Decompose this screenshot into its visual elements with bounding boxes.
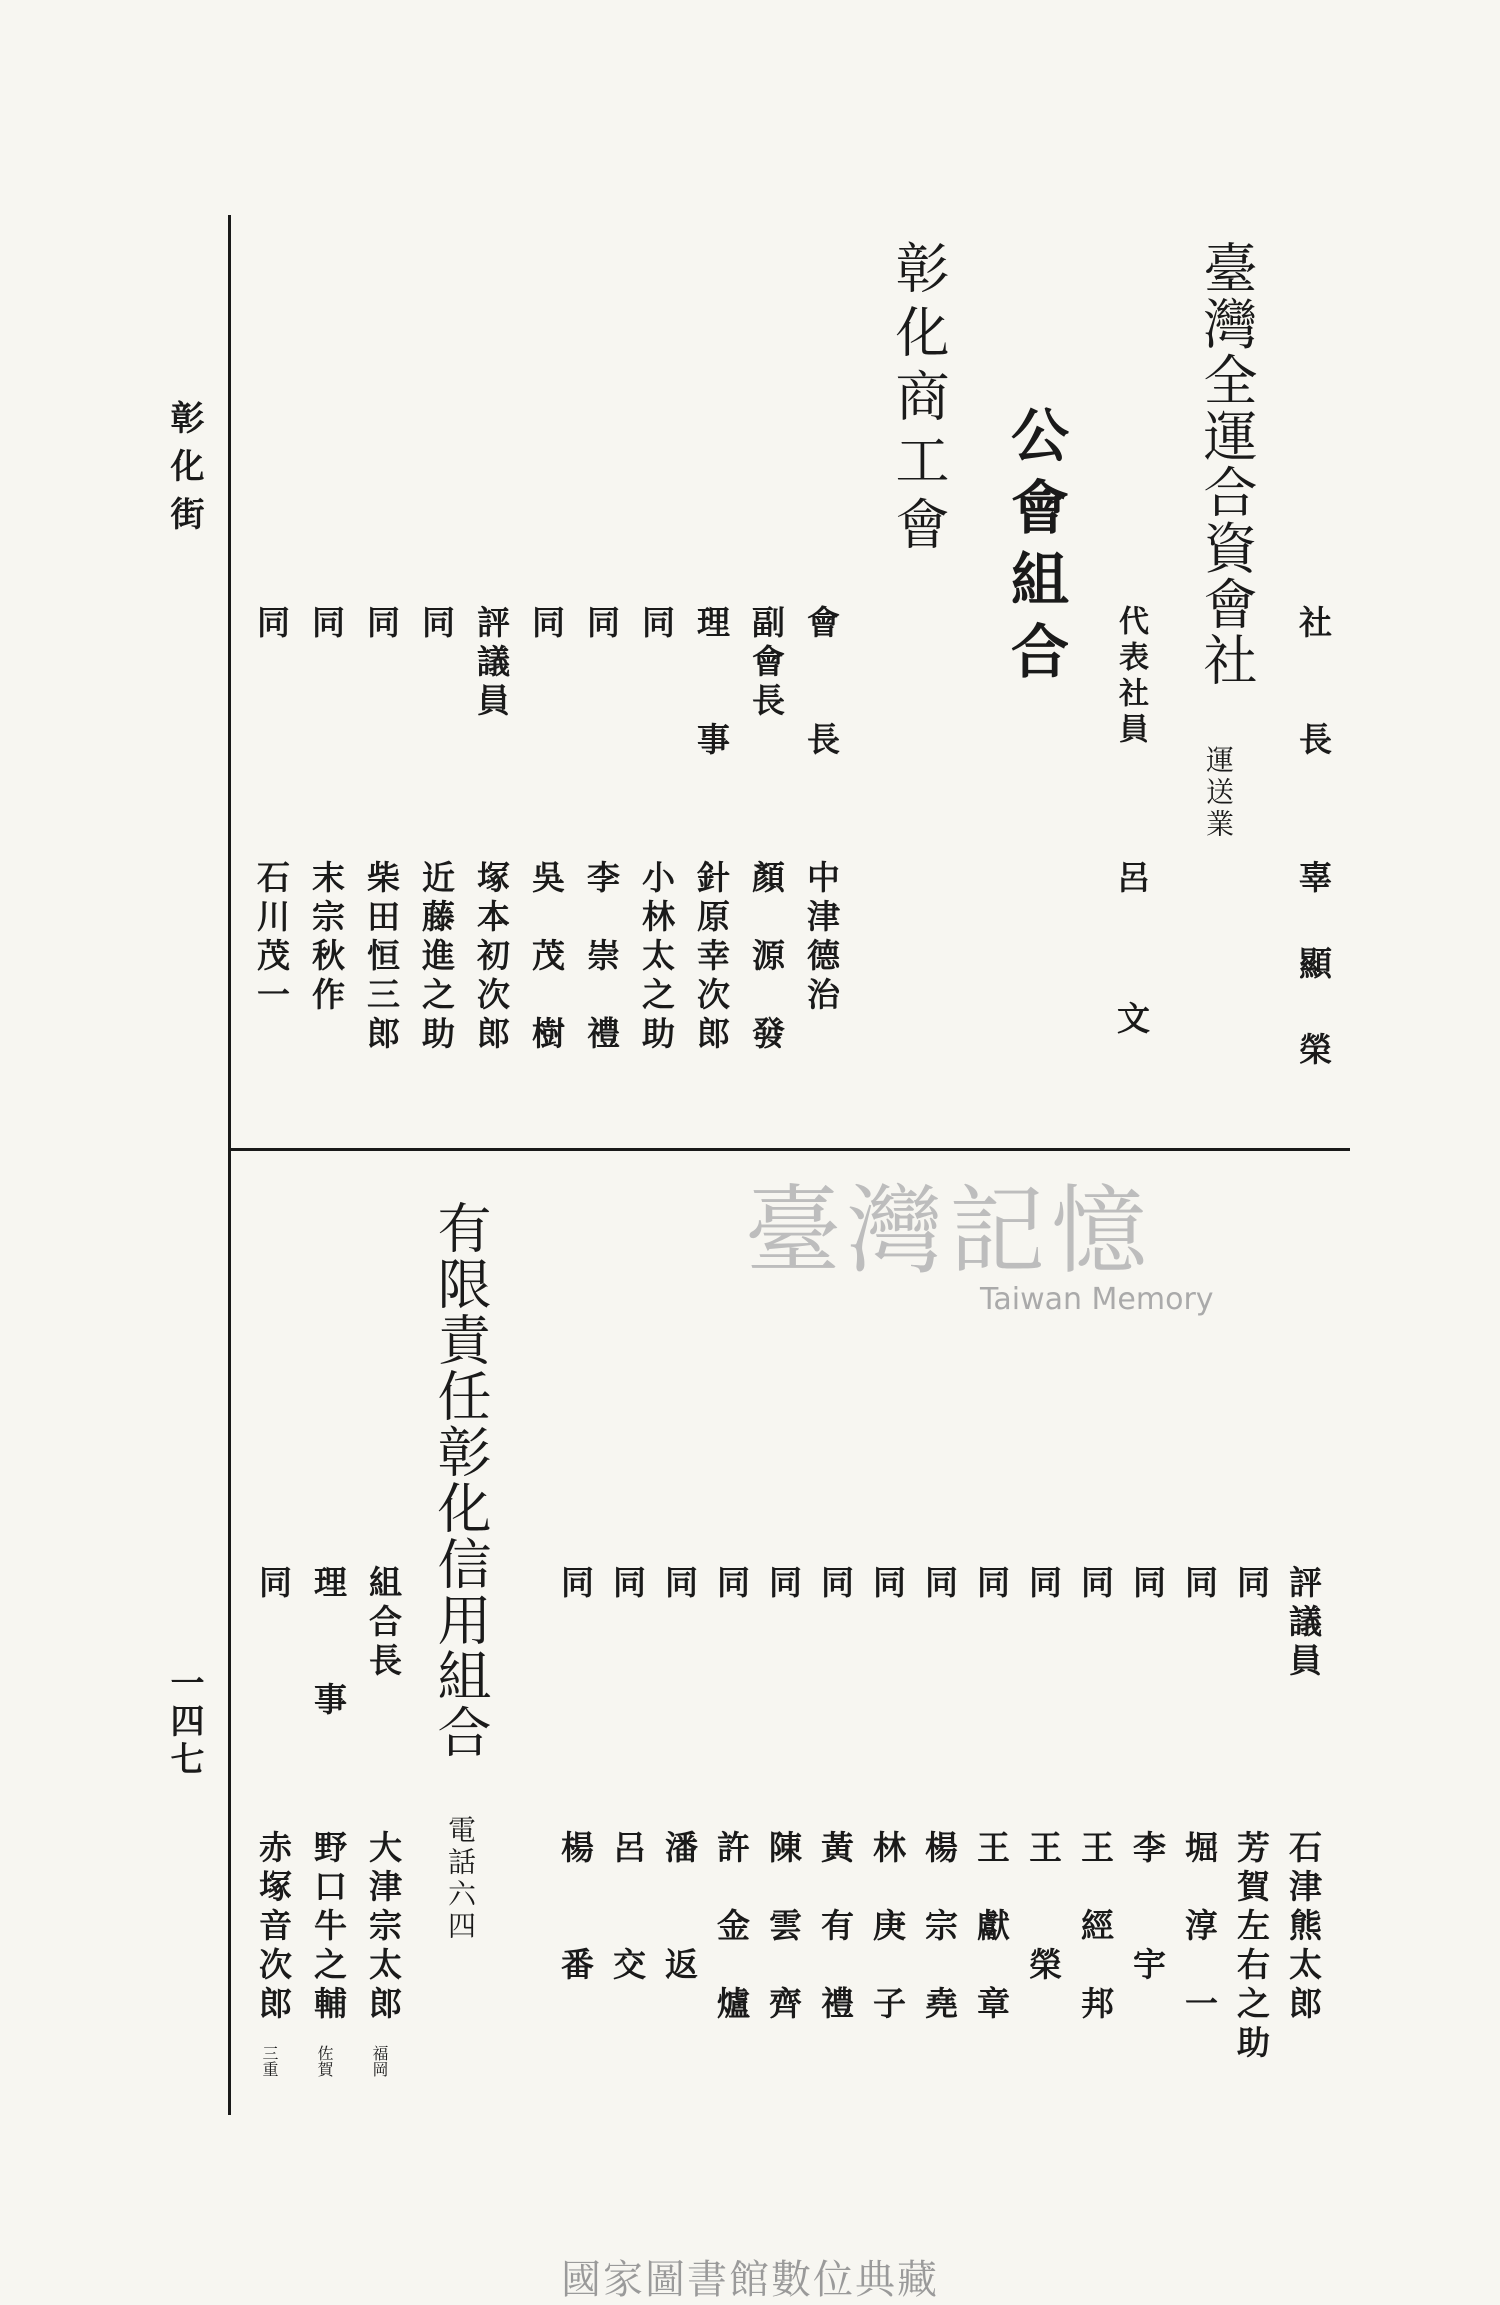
member-role: 同	[868, 1565, 907, 1604]
member-name: 塚本初次郎	[472, 860, 511, 1055]
member-origin-note: 福岡	[370, 2045, 389, 2077]
member-role: 同	[816, 1565, 855, 1604]
member-role: 評議員	[1284, 1565, 1323, 1682]
member-role: 同	[608, 1565, 647, 1604]
member-name: 李 崇 禮	[582, 860, 621, 1055]
company-business: 運送業	[1202, 745, 1235, 841]
member-name: 黃 有 禮	[816, 1830, 855, 2025]
member-name: 大津宗太郎	[364, 1830, 403, 2025]
president-label: 社 長	[1294, 605, 1333, 761]
member-role: 同	[1076, 1565, 1115, 1604]
credit-union-name: 有限責任彰化信用組合	[429, 1200, 492, 1760]
member-role: 評議員	[472, 605, 511, 722]
member-role: 同	[660, 1565, 699, 1604]
member-name: 呂 交	[608, 1830, 647, 1986]
member-name: 潘 返	[660, 1830, 699, 1986]
watermark-en: Taiwan Memory	[980, 1282, 1214, 1317]
member-role: 同	[527, 605, 566, 644]
watermark	[745, 1155, 1214, 1317]
member-name: 李 宇	[1128, 1830, 1167, 1986]
member-role: 同	[556, 1565, 595, 1604]
member-name: 林 庚 子	[868, 1830, 907, 2025]
left-margin-rule-upper	[228, 215, 231, 1150]
member-name: 許 金 爐	[712, 1830, 751, 2025]
member-role: 理 事	[309, 1565, 348, 1721]
member-name: 芳賀左右之助	[1232, 1830, 1271, 2064]
member-origin-note: 三重	[260, 2045, 279, 2077]
member-name: 石川茂一	[252, 860, 291, 1016]
member-role: 理 事	[692, 605, 731, 761]
company-name: 臺灣全運合資會社	[1195, 240, 1258, 688]
member-role: 同	[972, 1565, 1011, 1604]
left-margin-rule-lower	[228, 1150, 231, 2115]
member-role: 同	[1024, 1565, 1063, 1604]
member-name: 末宗秋作	[307, 860, 346, 1016]
representative-name: 呂 文	[1112, 860, 1151, 1048]
member-name: 楊 宗 堯	[920, 1830, 959, 2025]
section-divider	[228, 1148, 1350, 1151]
credit-union-phone: 電話六四	[444, 1815, 477, 1943]
president-name: 辜 顯 榮	[1294, 860, 1333, 1075]
member-name: 王 獻 章	[972, 1830, 1011, 2025]
section-title: 彰化街	[164, 400, 204, 544]
member-name: 柴田恒三郎	[362, 860, 401, 1055]
member-role: 副會長	[747, 605, 786, 722]
page-number: 一四七	[164, 1665, 204, 1779]
member-role: 同	[252, 605, 291, 644]
member-name: 小林太之助	[637, 860, 676, 1055]
member-name: 王 經 邦	[1076, 1830, 1115, 2025]
member-name: 中津德治	[802, 860, 841, 1016]
member-name: 顏 源 發	[747, 860, 786, 1055]
member-role: 同	[637, 605, 676, 644]
member-name: 赤塚音次郎	[254, 1830, 293, 2025]
member-name: 陳 雲 齊	[764, 1830, 803, 2025]
member-role: 同	[307, 605, 346, 644]
member-name: 野口牛之輔	[309, 1830, 348, 2025]
member-role: 組合長	[364, 1565, 403, 1682]
watermark-cn: 臺灣記憶	[745, 1175, 1153, 1287]
representative-label: 代表社員	[1113, 605, 1148, 749]
member-role: 同	[764, 1565, 803, 1604]
member-role: 同	[1180, 1565, 1219, 1604]
section-heading: 公會組合	[1001, 405, 1069, 693]
member-name: 近藤進之助	[417, 860, 456, 1055]
member-role: 同	[920, 1565, 959, 1604]
archive-footer: 國家圖書館數位典藏	[561, 2257, 939, 2303]
member-name: 楊 番	[556, 1830, 595, 1986]
member-role: 同	[254, 1565, 293, 1604]
member-role: 會 長	[802, 605, 841, 761]
member-role: 同	[417, 605, 456, 644]
chamber-name: 彰化商工會	[887, 240, 950, 560]
member-role: 同	[362, 605, 401, 644]
member-name: 針原幸次郎	[692, 860, 731, 1055]
member-name: 堀 淳 一	[1180, 1830, 1219, 2025]
member-name: 王 榮	[1024, 1830, 1063, 1986]
member-role: 同	[712, 1565, 751, 1604]
member-name: 吳 茂 樹	[527, 860, 566, 1055]
member-name: 石津熊太郎	[1284, 1830, 1323, 2025]
member-role: 同	[582, 605, 621, 644]
member-role: 同	[1128, 1565, 1167, 1604]
member-role: 同	[1232, 1565, 1271, 1604]
member-origin-note: 佐賀	[315, 2045, 334, 2077]
